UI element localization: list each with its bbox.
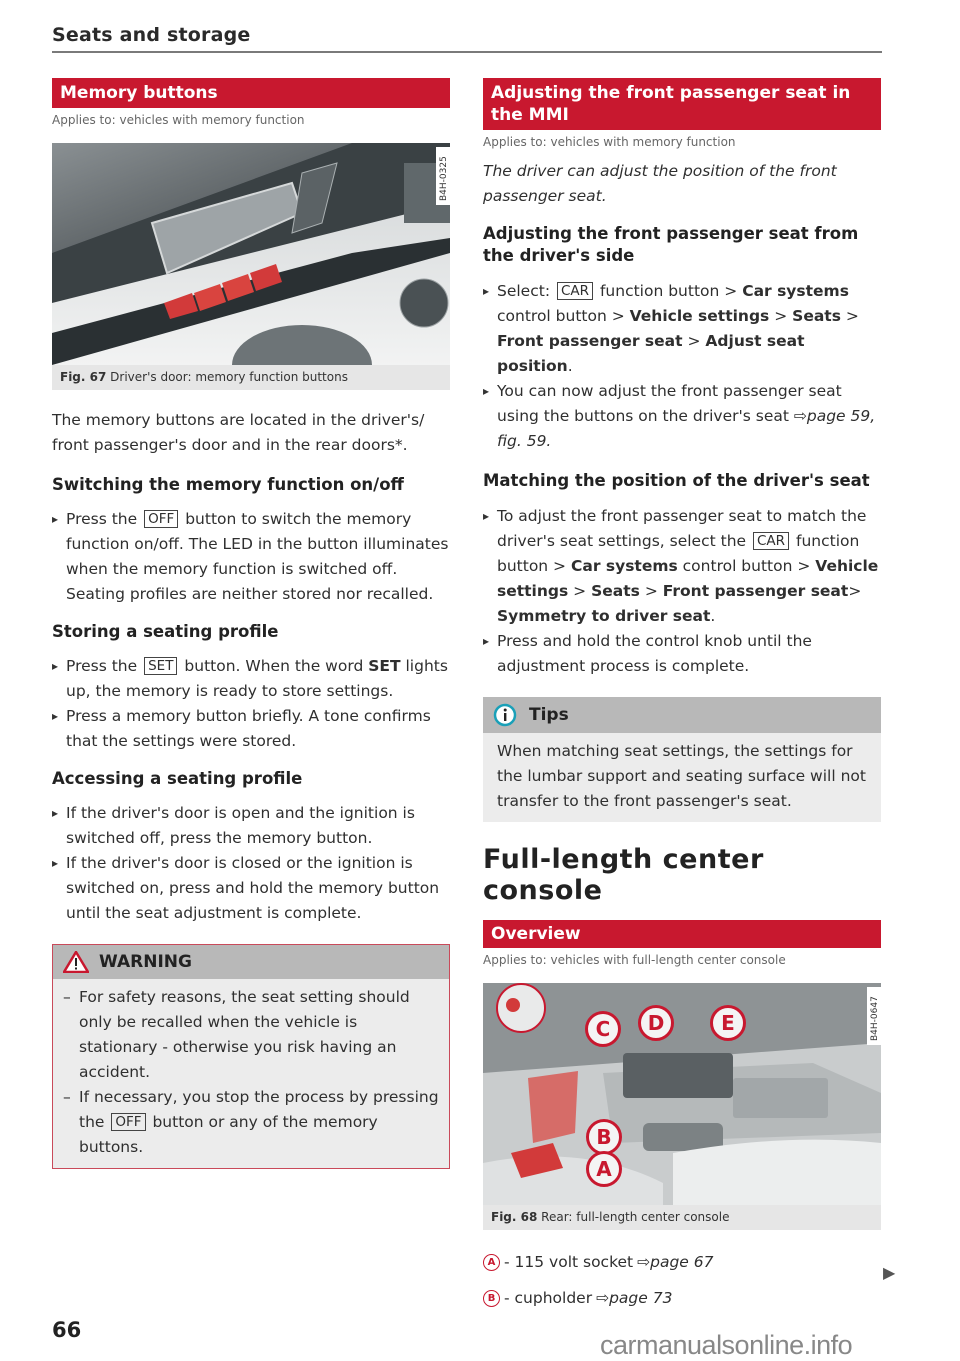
path-separator: > — [644, 582, 658, 600]
step-item: ▸ If the driver's door is closed or the ignition is switched on, press and hold the memory button until the seat adjustment is complete. — [52, 851, 450, 926]
tips-text: When matching seat settings, the settings for the lumbar support and seating surface will not transfer to the front passenger's seat. — [497, 742, 866, 810]
step-item — [483, 504, 881, 629]
menu-path-item: Front passenger seat — [497, 332, 683, 350]
menu-path-item: Adjust seat position — [497, 332, 805, 375]
callout-d: D — [638, 1005, 674, 1041]
heading-accessing: Accessing a seating profile — [52, 769, 303, 788]
console-illustration — [483, 983, 881, 1205]
step-text: Press the — [66, 657, 138, 675]
menu-path-item: Front passenger seat — [662, 582, 849, 600]
step-text: Select: — [497, 282, 551, 300]
step-text: . — [567, 357, 573, 375]
door-illustration — [52, 143, 450, 365]
step-text: control button > — [497, 307, 625, 325]
storing-steps — [52, 654, 450, 754]
watermark: carmanualsonline.info — [600, 1330, 853, 1360]
step-item: ▸ Press a memory button briefly. A tone confirms that the settings were stored. — [52, 704, 450, 754]
switching-steps — [52, 507, 450, 607]
heading-switching: Switching the memory function on/off — [52, 475, 404, 494]
menu-path-item: Car systems — [570, 557, 678, 575]
intro-paragraph: The driver can adjust the position of the front passenger seat. — [483, 162, 837, 205]
set-key: SET — [144, 657, 177, 675]
door-image — [52, 143, 450, 365]
figure-caption-text: Rear: full-length center console — [541, 1210, 730, 1224]
tips-title: Tips — [529, 705, 569, 725]
heading-matching: Matching the position of the driver's seat — [483, 471, 870, 490]
tips-box — [483, 697, 881, 822]
info-icon — [493, 703, 517, 727]
climate-panel — [733, 1078, 828, 1118]
warning-item: – For safety reasons, the seat setting should only be recalled when the vehicle is stationary - otherwise you risk having an accident. — [63, 985, 439, 1085]
step-item — [52, 654, 450, 704]
step-text: button to switch the memory function on/off. The LED in the button illuminates when the memory function is switched off. Seating profiles are neither stored nor recalled. — [66, 510, 449, 603]
inset-button — [506, 998, 520, 1012]
light-switch — [400, 279, 448, 327]
legend-item-b — [483, 1286, 881, 1311]
step-item: ▸ If the driver's door is open and the ignition is switched off, press the memory button. — [52, 801, 450, 851]
legend-text: - 115 volt socket — [504, 1253, 634, 1271]
car-key: CAR — [557, 282, 593, 300]
accessing-steps — [52, 801, 450, 926]
heading-storing: Storing a seating profile — [52, 622, 279, 641]
section-title-memory-buttons: Memory buttons — [52, 78, 450, 108]
step-text: . — [710, 607, 716, 625]
page-reference-link[interactable]: ⇨page 67 — [637, 1253, 714, 1271]
intro-paragraph: The memory buttons are located in the driver's/ front passenger's door and in the rear doors*. — [52, 411, 425, 454]
callout-b: B — [586, 1119, 622, 1155]
legend-item-a — [483, 1250, 881, 1275]
page-number: 66 — [52, 1318, 82, 1342]
warning-title: WARNING — [99, 952, 192, 972]
detail-inset — [497, 984, 545, 1032]
step-item — [483, 379, 881, 454]
figure-68 — [483, 983, 881, 1230]
warning-item — [63, 1085, 439, 1160]
heading-from-driver: Adjusting the front passenger seat from the driver's side — [483, 224, 859, 265]
menu-path-item: Seats — [591, 582, 640, 600]
applies-to-note: Applies to: vehicles with full-length center console — [483, 953, 786, 967]
step-text: lights up, the memory is ready to store settings. — [66, 657, 448, 700]
path-separator: > — [845, 307, 859, 325]
legend-marker-a: A — [483, 1254, 500, 1271]
figure-label: Fig. 67 — [60, 370, 107, 384]
car-key: CAR — [753, 532, 789, 550]
callout-c: C — [585, 1011, 621, 1047]
chapter-title: Seats and storage — [52, 24, 251, 46]
off-key: OFF — [111, 1113, 145, 1131]
path-separator: > — [848, 582, 862, 600]
applies-to-note: Applies to: vehicles with memory function — [52, 113, 305, 127]
figure-caption — [52, 365, 450, 390]
menu-path-item: Vehicle settings — [629, 307, 770, 325]
callout-a: A — [586, 1151, 622, 1187]
callout-e: E — [710, 1005, 746, 1041]
section-title-overview: Overview — [483, 920, 881, 948]
legend-marker-b: B — [483, 1290, 500, 1307]
warning-body — [53, 979, 449, 1168]
continue-arrow-icon: ▶ — [883, 1263, 896, 1282]
image-code: B4H-0647 — [870, 996, 880, 1041]
step-text: control button > — [682, 557, 811, 575]
warning-text: button or any of the memory buttons. — [79, 1113, 378, 1156]
cupholder-highlight — [528, 1071, 578, 1143]
menu-path-item: Symmetry to driver seat — [497, 607, 711, 625]
warning-box — [52, 944, 450, 1169]
figure-caption — [483, 1205, 881, 1230]
step-text: button. When the word — [184, 657, 364, 675]
step-text: function button > — [497, 532, 860, 575]
step-item: ▸ Press and hold the control knob until the adjustment process is complete. — [483, 629, 881, 679]
chapter-divider — [52, 51, 882, 53]
left-column — [52, 78, 450, 1169]
image-code: B4H-0325 — [439, 156, 449, 201]
menu-path-item: Car systems — [742, 282, 849, 300]
warning-header — [53, 945, 449, 979]
legend-text: - cupholder — [504, 1289, 593, 1307]
menu-path-item: Vehicle settings — [497, 557, 879, 600]
figure-67 — [52, 143, 450, 390]
step-item — [483, 279, 881, 379]
warning-triangle-icon — [63, 951, 89, 973]
chapter-heading-center-console: Full-length center console — [483, 844, 764, 906]
tips-header — [483, 697, 881, 733]
step-text: To adjust the front passenger seat to match the driver's seat settings, select the — [497, 507, 867, 550]
step-bold: SET — [368, 657, 401, 675]
seat-controls — [643, 1123, 723, 1151]
path-separator: > — [687, 332, 701, 350]
right-column — [483, 78, 881, 1311]
step-item — [52, 507, 450, 607]
figure-caption-text: Driver's door: memory function buttons — [110, 370, 348, 384]
page-reference-link[interactable]: ⇨page 73 — [596, 1289, 673, 1307]
step-text: function button > — [599, 282, 738, 300]
page-reference-link[interactable]: ⇨page 59, fig. 59. — [497, 407, 876, 450]
window-switch-panel — [623, 1053, 733, 1098]
section-title-adjusting-mmi: Adjusting the front passenger seat in the MMI — [483, 78, 881, 130]
legend-list — [483, 1250, 881, 1311]
step-text: Press the — [66, 510, 138, 528]
console-image — [483, 983, 881, 1205]
from-driver-steps — [483, 279, 881, 454]
off-key: OFF — [144, 510, 178, 528]
step-text: You can now adjust the front passenger seat using the buttons on the driver's seat — [497, 382, 842, 425]
rear-seat-cushion — [673, 1140, 881, 1205]
warning-text: If necessary, you stop the process by pressing the — [79, 1088, 439, 1131]
applies-to-note: Applies to: vehicles with memory function — [483, 135, 736, 149]
matching-steps — [483, 504, 881, 679]
path-separator: > — [573, 582, 587, 600]
menu-path-item: Seats — [792, 307, 841, 325]
path-separator: > — [774, 307, 788, 325]
figure-label: Fig. 68 — [491, 1210, 538, 1224]
